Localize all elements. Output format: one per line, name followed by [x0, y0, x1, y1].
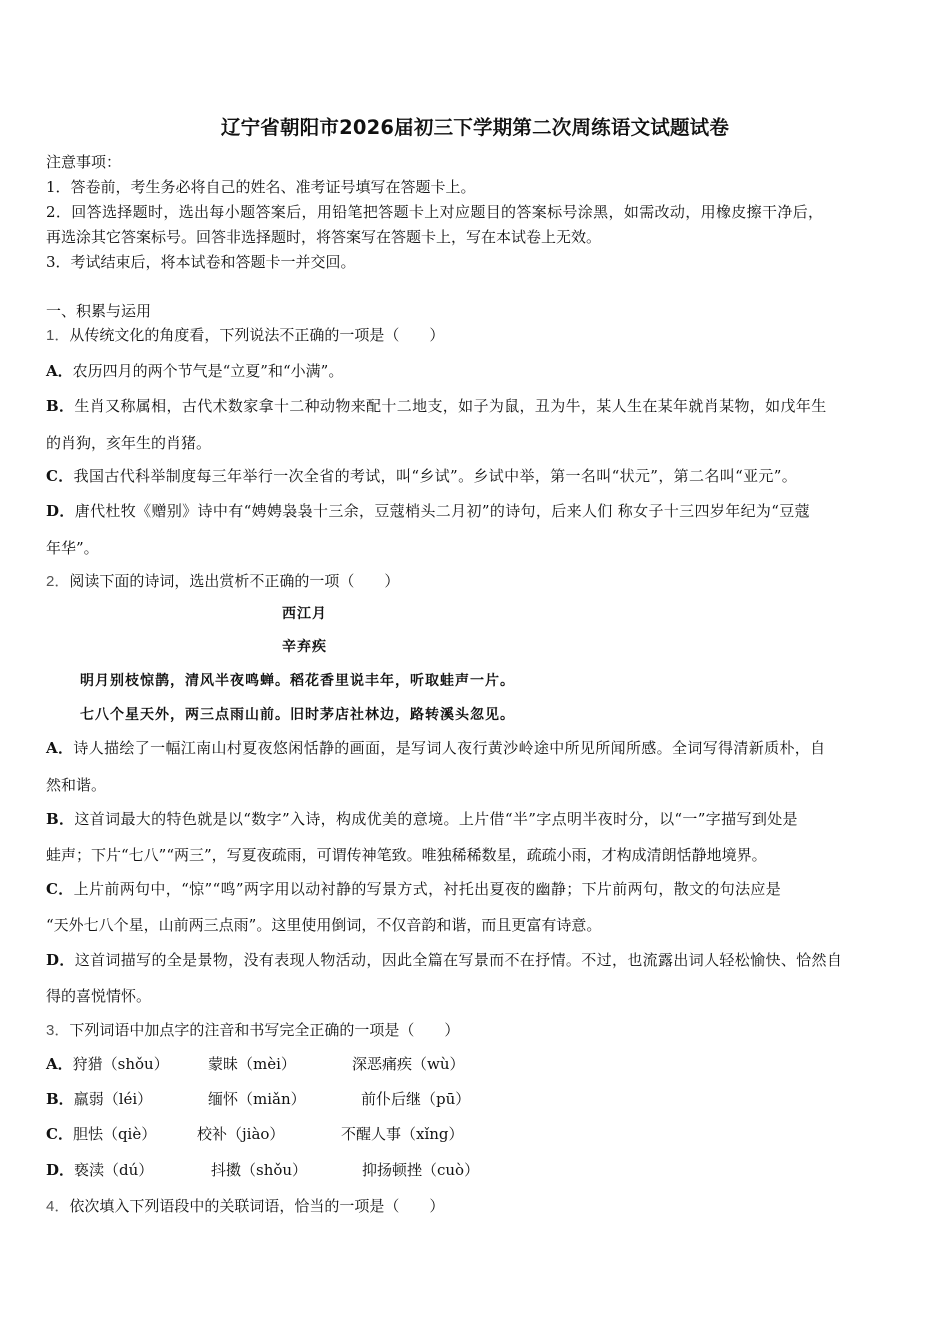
option-label: D． [46, 502, 75, 520]
option-text: 上片前两句中，“惊”“鸣”两字用以动衬静的写景方式，衬托出夏夜的幽静；下片前两句，散文的句法应是 [73, 880, 782, 898]
option-item: 不醒人事（xǐng） [341, 1125, 464, 1143]
option-label: C． [46, 1125, 73, 1143]
option-text: 农历四月的两个节气是“立夏”和“小满”。 [72, 362, 344, 380]
question-number: 1． [46, 327, 70, 344]
q2-option-d-cont: 得的喜悦情怀。 [46, 987, 152, 1005]
question-stem: 下列词语中加点字的注音和书写完全正确的一项是（ ） [69, 1021, 460, 1039]
q1-option-b-cont: 的肖狗，亥年生的肖猪。 [46, 434, 212, 452]
q3-option-c [46, 1124, 156, 1144]
option-text: 诗人描绘了一幅江南山村夏夜悠闲恬静的画面，是写词人夜行黄沙岭途中所见所闻所感。全词写得清新质朴，自 [73, 739, 826, 757]
question-1 [46, 325, 444, 346]
question-number: 3． [46, 1022, 70, 1039]
option-item: 校补（jiào） [197, 1125, 285, 1143]
q2-option-a [46, 738, 826, 758]
q3-option-d [46, 1160, 153, 1180]
page-title: 辽宁省朝阳市2026届初三下学期第二次周练语文试题试卷 [220, 116, 730, 139]
section-heading: 一、积累与运用 [46, 302, 152, 320]
option-label: D． [46, 951, 75, 969]
q1-option-a [46, 361, 343, 381]
option-label: D． [46, 1161, 75, 1179]
option-text: 这首词最大的特色就是以“数字”入诗，构成优美的意境。上片借“半”字点明半夜时分，以“一”字描写到处是 [74, 810, 798, 828]
q3-option-a [46, 1054, 169, 1074]
option-item: 亵渎（dú） [74, 1161, 154, 1179]
q2-option-d [46, 950, 842, 970]
option-item: 蒙昧（mèi） [208, 1055, 296, 1073]
notice-heading: 注意事项： [46, 153, 122, 171]
option-label: A． [46, 362, 73, 380]
q2-option-b [46, 809, 798, 829]
q2-option-b-cont: 蛙声；下片“七八”“两三”，写夏夜疏雨，可谓传神笔致。唯独稀稀数星，疏疏小雨，才构成清朗恬静地境界。 [46, 846, 767, 864]
option-text: 唐代杜牧《赠别》诗中有“娉娉袅袅十三余，豆蔻梢头二月初”的诗句，后来人们 称女子十三四岁年纪为“豆蔻 [74, 502, 810, 520]
option-item: 深恶痛疾（wù） [352, 1055, 465, 1073]
poem-author: 辛弃疾 [282, 639, 327, 655]
q2-option-c [46, 879, 781, 899]
option-label: C． [46, 467, 74, 485]
option-item: 狩猎（shǒu） [72, 1055, 169, 1073]
option-label: A． [46, 739, 74, 757]
question-stem: 阅读下面的诗词，选出赏析不正确的一项（ ） [69, 572, 400, 590]
option-label: B． [46, 397, 75, 415]
q2-option-a-cont: 然和谐。 [46, 776, 107, 794]
question-stem: 从传统文化的角度看，下列说法不正确的一项是（ ） [69, 326, 445, 344]
option-item: 抖擞（shǒu） [211, 1161, 308, 1179]
option-item: 羸弱（léi） [73, 1090, 153, 1108]
notice-item: 2．回答选择题时，选出每小题答案后，用铅笔把答题卡上对应题目的答案标号涂黑，如需改动，用橡皮擦干净后， [46, 203, 824, 221]
q1-option-d [46, 501, 810, 521]
option-text: 生肖又称属相，古代术数家拿十二种动物来配十二地支，如子为鼠，丑为牛，某人生在某年就肖某物，如戊年生 [74, 397, 827, 415]
option-text: 我国古代科举制度每三年举行一次全省的考试，叫“乡试”。乡试中举，第一名叫“状元”，第二名叫“亚元”。 [73, 467, 798, 485]
notice-item: 再选涂其它答案标号。回答非选择题时，将答案写在答题卡上，写在本试卷上无效。 [46, 228, 602, 246]
option-text: 这首词描写的全是景物，没有表现人物活动，因此全篇在写景而不在抒情。不过，也流露出词人轻松愉快、恰然自 [74, 951, 843, 969]
question-3 [46, 1020, 459, 1041]
option-label: B． [46, 810, 75, 828]
option-item: 缅怀（miǎn） [208, 1090, 306, 1108]
notice-item: 1．答卷前，考生务必将自己的姓名、准考证号填写在答题卡上。 [46, 178, 476, 196]
option-label: A． [46, 1055, 73, 1073]
q1-option-b [46, 396, 827, 416]
poem-line: 明月别枝惊鹊，清风半夜鸣蝉。稻花香里说丰年，听取蛙声一片。 [80, 673, 515, 689]
q3-option-b [46, 1089, 152, 1109]
option-item: 抑扬顿挫（cuò） [362, 1161, 480, 1179]
q1-option-c [46, 466, 797, 486]
notice-item: 3．考试结束后，将本试卷和答题卡一并交回。 [46, 253, 356, 271]
question-number: 2． [46, 573, 70, 590]
option-label: C． [46, 880, 74, 898]
question-4 [46, 1196, 444, 1217]
question-stem: 依次填入下列语段中的关联词语，恰当的一项是（ ） [69, 1197, 445, 1215]
q2-option-c-cont: “天外七八个星，山前两三点雨”。这里使用倒词，不仅音韵和谐，而且更富有诗意。 [46, 916, 602, 934]
option-label: B． [46, 1090, 74, 1108]
question-2 [46, 571, 399, 592]
poem-line: 七八个星天外，两三点雨山前。旧时茅店社林边，路转溪头忽见。 [80, 707, 515, 723]
option-item: 前仆后继（pū） [361, 1090, 471, 1108]
q1-option-d-cont: 年华”。 [46, 539, 99, 557]
poem-title: 西江月 [282, 606, 327, 622]
option-item: 胆怯（qiè） [72, 1125, 157, 1143]
question-number: 4． [46, 1198, 70, 1215]
